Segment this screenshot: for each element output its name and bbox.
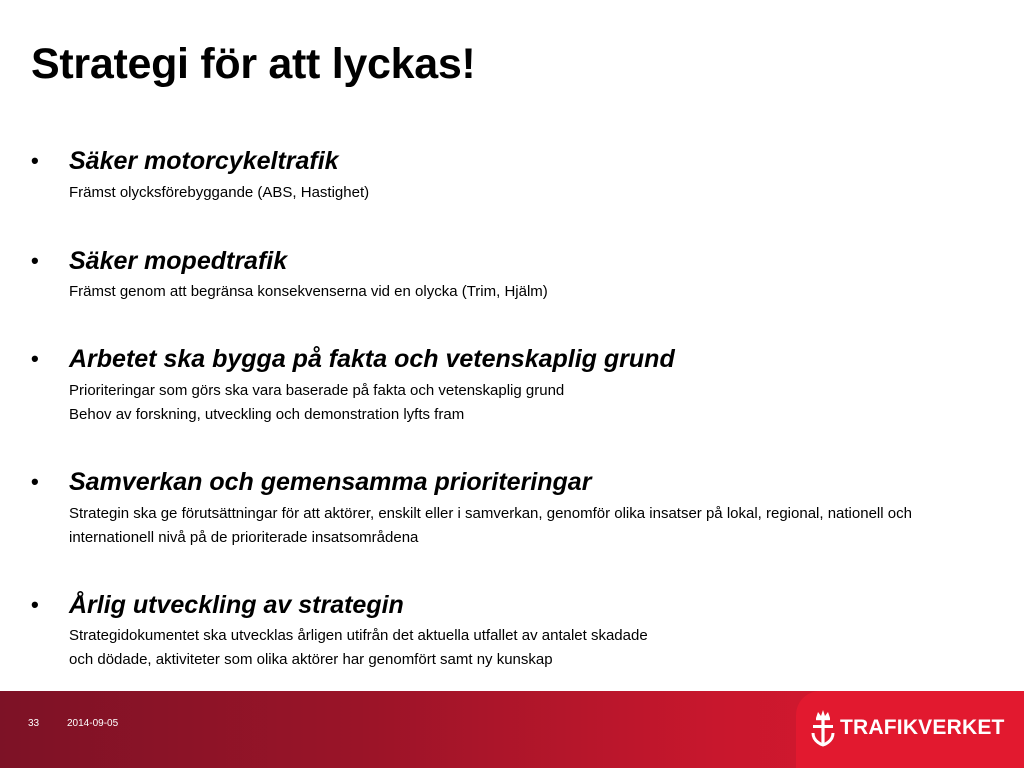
trafikverket-logo (810, 709, 1005, 747)
bullet-sub-line: Behov av forskning, utveckling och demonstration lyfts fram (69, 406, 465, 423)
slide-title: Strategi för att lyckas! (31, 40, 476, 88)
bullet-sub-line: Strategidokumentet ska utvecklas årligen utifrån det aktuella utfallet av antalet skadade (69, 627, 648, 644)
bullet-heading: Årlig utveckling av strategin (69, 591, 404, 619)
bullet-sub-line: Prioriteringar som görs ska vara baserade på fakta och vetenskaplig grund (69, 382, 565, 399)
bullet-sub-line: Främst olycksförebyggande (ABS, Hastighet) (69, 184, 370, 201)
footer-bar (0, 691, 1024, 768)
page-number: 33 (28, 718, 40, 729)
crown-emblem-icon (810, 709, 836, 747)
bullet-marker: • (31, 592, 39, 617)
bullet-sub-line: internationell nivå på de prioriterade insatsområdena (69, 529, 419, 546)
bullet-heading: Arbetet ska bygga på fakta och vetenskaplig grund (69, 345, 675, 373)
bullet-sub-line: Främst genom att begränsa konsekvenserna vid en olycka (Trim, Hjälm) (69, 283, 548, 300)
bullet-marker: • (31, 148, 39, 173)
bullet-heading: Samverkan och gemensamma prioriteringar (69, 468, 592, 496)
bullet-marker: • (31, 248, 39, 273)
bullet-marker: • (31, 469, 39, 494)
bullet-sub-line: och dödade, aktiviteter som olika aktörer har genomfört samt ny kunskap (69, 651, 553, 668)
bullet-heading: Säker motorcykeltrafik (69, 147, 339, 175)
brand-logo-panel (796, 691, 1024, 768)
footer-date: 2014-09-05 (67, 718, 119, 729)
logo-text: TRAFIKVERKET (840, 716, 1005, 739)
bullet-heading: Säker mopedtrafik (69, 247, 288, 275)
bullet-sub-line: Strategin ska ge förutsättningar för att aktörer, enskilt eller i samverkan, genomför olika insatser på lokal, regional, nationell och (69, 505, 912, 522)
bullet-marker: • (31, 346, 39, 371)
